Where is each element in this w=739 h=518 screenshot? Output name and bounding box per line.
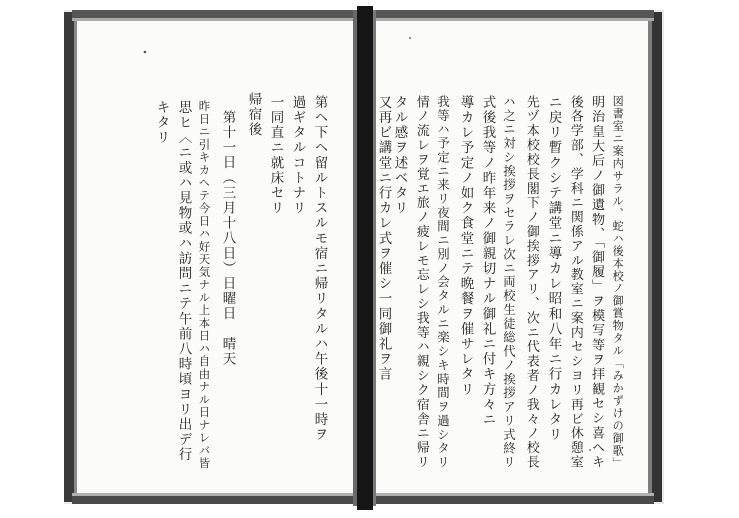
text-column: 一同直ニ就床セリ xyxy=(267,95,284,216)
text-column: 又再ビ講堂ニ行カレ式ヲ催シ一同御礼ヲ言 xyxy=(375,95,392,382)
text-column: 図書室ニ案内サラル、蛇ハ後本校ノ御賞物タル「みかずけの御歌」 xyxy=(611,95,625,470)
text-column: ニ戻リ暫クシテ講堂ニ導カレ昭和八年ニ行カレタリ xyxy=(545,95,562,443)
text-column: 我等ハ予定ニ来リ夜間ニ別ノ会タルニ楽シキ時間ヲ過シタリ xyxy=(435,95,451,470)
text-column: 後各学部、学科ニ関係アル教室ニ案内セシヨリ再ビ休憩室 xyxy=(567,95,583,470)
text-column: 明治皇大后ノ御遺物、「御履」ヲ模写等ヲ拝観セシ喜ヘキ xyxy=(589,95,605,470)
text-column: 思ヒ〈ニ或ハ見物或ハ訪問ニテ午前八時頃ヨリ出デ行 xyxy=(175,100,192,463)
text-column: 昨日ニ引キカヘテ今日ハ好天気ナル上本日ハ自由ナル日ナレバ皆 xyxy=(197,100,212,470)
text-column: 導カレ予定ノ如ク食堂ニテ晩餐ヲ催サレタリ xyxy=(457,95,474,397)
text-column: 過ギタルコトナリ xyxy=(289,95,306,216)
text-column: ハ之ニ対シ挨拶ヲセラレ次ニ両校生徒総代ノ挨拶アリ式終リ xyxy=(501,95,517,470)
text-column: 第十一日（三月十八日）日曜日 晴天 xyxy=(219,110,236,367)
text-column: 第ヘ下ヘ留ルトスルモ宿ニ帰リタルハ午後十一時ヲ xyxy=(311,95,328,443)
text-column: 式後我等ノ昨年来ノ御親切ナル御礼ニ付キ方々ニ xyxy=(479,95,496,428)
text-column: キタリ xyxy=(153,100,170,146)
text-column: 情ノ流レヲ覚エ旅ノ疲レモ忘レシ我等ハ親シク宿舎ニ帰リ xyxy=(413,95,429,470)
text-column: 先ヅ本校校長閣下ノ御挨拶アリ、次ニ代表者ノ我々ノ校長 xyxy=(523,95,539,470)
text-column: 帰宿後 xyxy=(245,92,262,138)
text-column: タル感ヲ述ベタリ xyxy=(391,95,408,216)
